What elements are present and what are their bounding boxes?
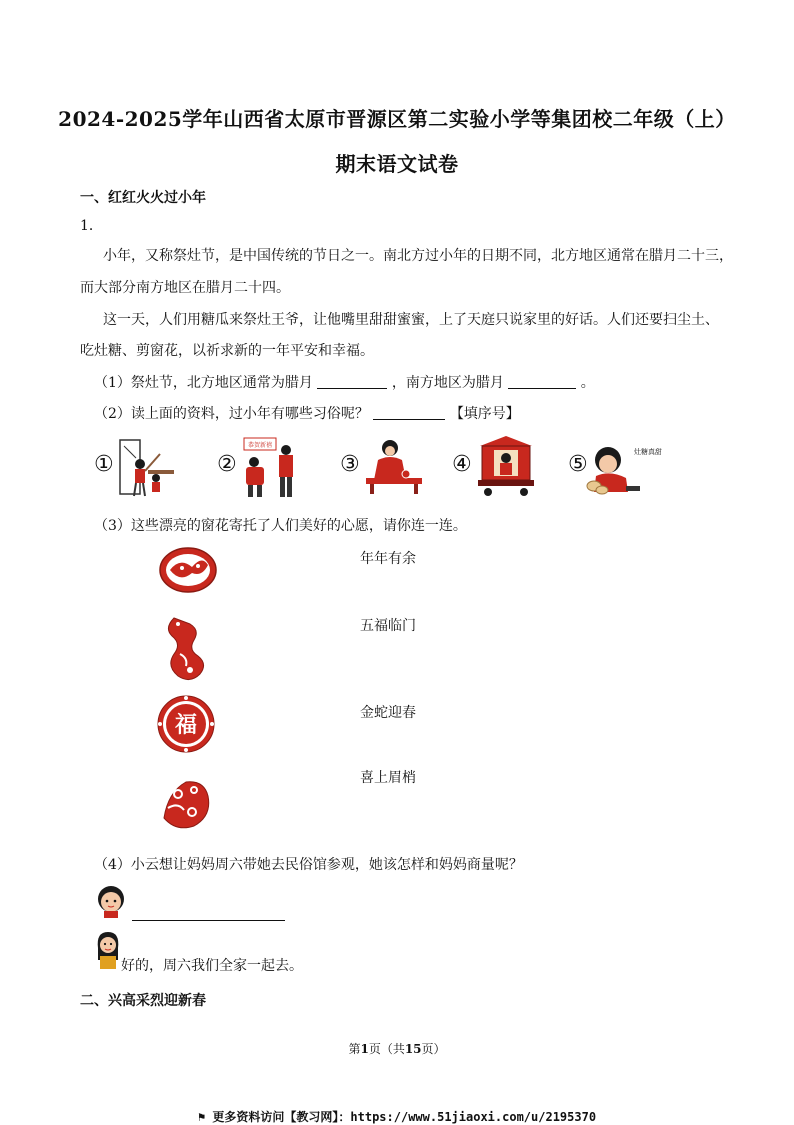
picture-number: ① xyxy=(94,452,114,477)
paper-cutting-illustration xyxy=(362,434,426,496)
fish-paper-cut-icon[interactable] xyxy=(158,545,218,595)
sub-question-text: （1）祭灶节，北方地区通常为腊月 xyxy=(94,375,313,391)
couplet-illustration xyxy=(240,436,304,500)
girl-avatar-icon xyxy=(94,884,128,918)
mother-avatar-icon xyxy=(94,930,122,970)
sub-question-4: （4）小云想让妈妈周六带她去民俗馆参观，她该怎样和妈妈商量呢？ xyxy=(94,857,523,873)
eating-candy-illustration xyxy=(586,440,666,498)
kitchen-god-altar-illustration xyxy=(474,434,538,498)
fu-character: 福 xyxy=(174,713,198,738)
passage-line: 小年，又称祭灶节，是中国传统的节日之一。南北方过小年的日期不同，北方地区通常在腊月二十三， xyxy=(103,248,733,264)
passage-line: 吃灶糖、剪窗花，以祈求新的一年平安和幸福。 xyxy=(80,343,374,359)
section-heading-2: 二、兴高采烈迎新春 xyxy=(80,993,206,1009)
flag-icon: ⚑ xyxy=(197,1110,213,1124)
fu-paper-cut-icon[interactable] xyxy=(156,694,216,754)
wish-option[interactable]: 喜上眉梢 xyxy=(360,770,416,786)
footer-text: 第 xyxy=(348,1042,361,1056)
footer-page-number: 1 xyxy=(360,1042,369,1056)
answer-blank-daughter[interactable] xyxy=(132,906,285,921)
sub-question-text: 。 xyxy=(580,375,595,391)
footer-text: 页（共 xyxy=(368,1042,405,1056)
snake-paper-cut-icon[interactable] xyxy=(160,614,210,686)
wish-option[interactable]: 年年有余 xyxy=(360,551,416,567)
passage-line: 而大部分南方地区在腊月二十四。 xyxy=(80,280,290,296)
footer-text: 页） xyxy=(421,1042,446,1056)
sub-question-2 xyxy=(94,405,520,423)
picture-number: ③ xyxy=(340,452,360,477)
page-footer xyxy=(0,1040,794,1057)
sub-question-3: （3）这些漂亮的窗花寄托了人们美好的心愿，请你连一连。 xyxy=(94,518,467,534)
sub-question-1 xyxy=(94,374,595,392)
answer-blank-north[interactable] xyxy=(317,374,387,389)
picture-sign-text: 灶糖真甜 xyxy=(634,448,662,456)
exam-title-line2: 期末语文试卷 xyxy=(335,152,459,176)
footer-total-pages: 15 xyxy=(404,1042,422,1056)
wish-option[interactable]: 金蛇迎春 xyxy=(360,705,416,721)
answer-blank-customs[interactable] xyxy=(373,405,445,420)
resource-link-text[interactable]: 更多资料访问【教习网】：https://www.51jiaoxi.com/u/2195370 xyxy=(212,1110,597,1124)
picture-number: ② xyxy=(217,452,237,477)
picture-sign-text: 恭贺新禧 xyxy=(247,442,273,449)
sub-question-text: （2）读上面的资料，过小年有哪些习俗呢？ xyxy=(94,406,369,422)
passage-line: 这一天，人们用糖瓜来祭灶王爷，让他嘴里甜甜蜜蜜，上了天庭只说家里的好话。人们还要扫尘土、 xyxy=(103,312,719,328)
wish-option[interactable]: 五福临门 xyxy=(360,618,416,634)
section-heading-1: 一、红红火火过小年 xyxy=(80,190,206,206)
sub-question-text: ，南方地区为腊月 xyxy=(391,375,504,391)
question-number: 1． xyxy=(80,218,103,234)
mother-reply: 好的，周六我们全家一起去。 xyxy=(121,958,303,974)
picture-number: ⑤ xyxy=(568,452,588,477)
exam-title-line1: 2024-2025学年山西省太原市晋源区第二实验小学等集团校二年级（上） xyxy=(58,107,736,131)
sub-question-text: 【填序号】 xyxy=(449,406,520,422)
answer-blank-south[interactable] xyxy=(508,374,576,389)
magpie-plum-paper-cut-icon[interactable] xyxy=(158,772,214,832)
resource-link[interactable] xyxy=(0,1108,794,1125)
picture-number: ④ xyxy=(452,452,472,477)
sweeping-dust-illustration xyxy=(118,436,176,498)
